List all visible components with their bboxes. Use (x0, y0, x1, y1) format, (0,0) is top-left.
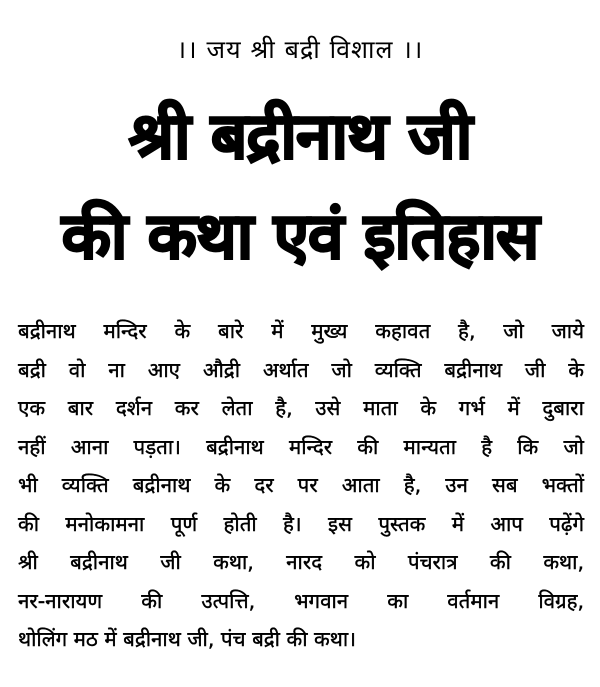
book-description (18, 312, 584, 659)
book-title-line-1: श्री बद्रीनाथ जी (128, 100, 472, 174)
description-line: नर-नारायण की उत्पत्ति, भगवान का वर्तमान विग्रह, (18, 588, 584, 613)
description-line: नहीं आना पड़ता। बद्रीनाथ मन्दिर की मान्यता है कि जो (18, 434, 584, 459)
description-line: एक बार दर्शन कर लेता है, उसे माता के गर्भ में दुबारा (18, 396, 584, 420)
description-line: बद्रीनाथ मन्दिर के बारे में मुख्य कहावत है, जो जाये (18, 319, 584, 343)
book-title-line-2: की कथा एवं इतिहास (61, 200, 539, 274)
description-line: बद्री वो ना आए औद्री अर्थात जो व्यक्ति बद्रीनाथ जी के (18, 357, 584, 382)
description-line: की मनोकामना पूर्ण होती है। इस पुस्तक में आप पढ़ेंगे (18, 511, 584, 536)
description-line: भी व्यक्ति बद्रीनाथ के दर पर आता है, उन सब भक्तों (18, 473, 584, 497)
description-line: श्री बद्रीनाथ जी कथा, नारद को पंचरात्र की कथा, (18, 550, 584, 574)
description-line: थोलिंग मठ में बद्रीनाथ जी, पंच बद्री की कथा। (18, 627, 356, 651)
invocation-line: ।। जय श्री बद्री विशाल ।। (176, 35, 424, 64)
